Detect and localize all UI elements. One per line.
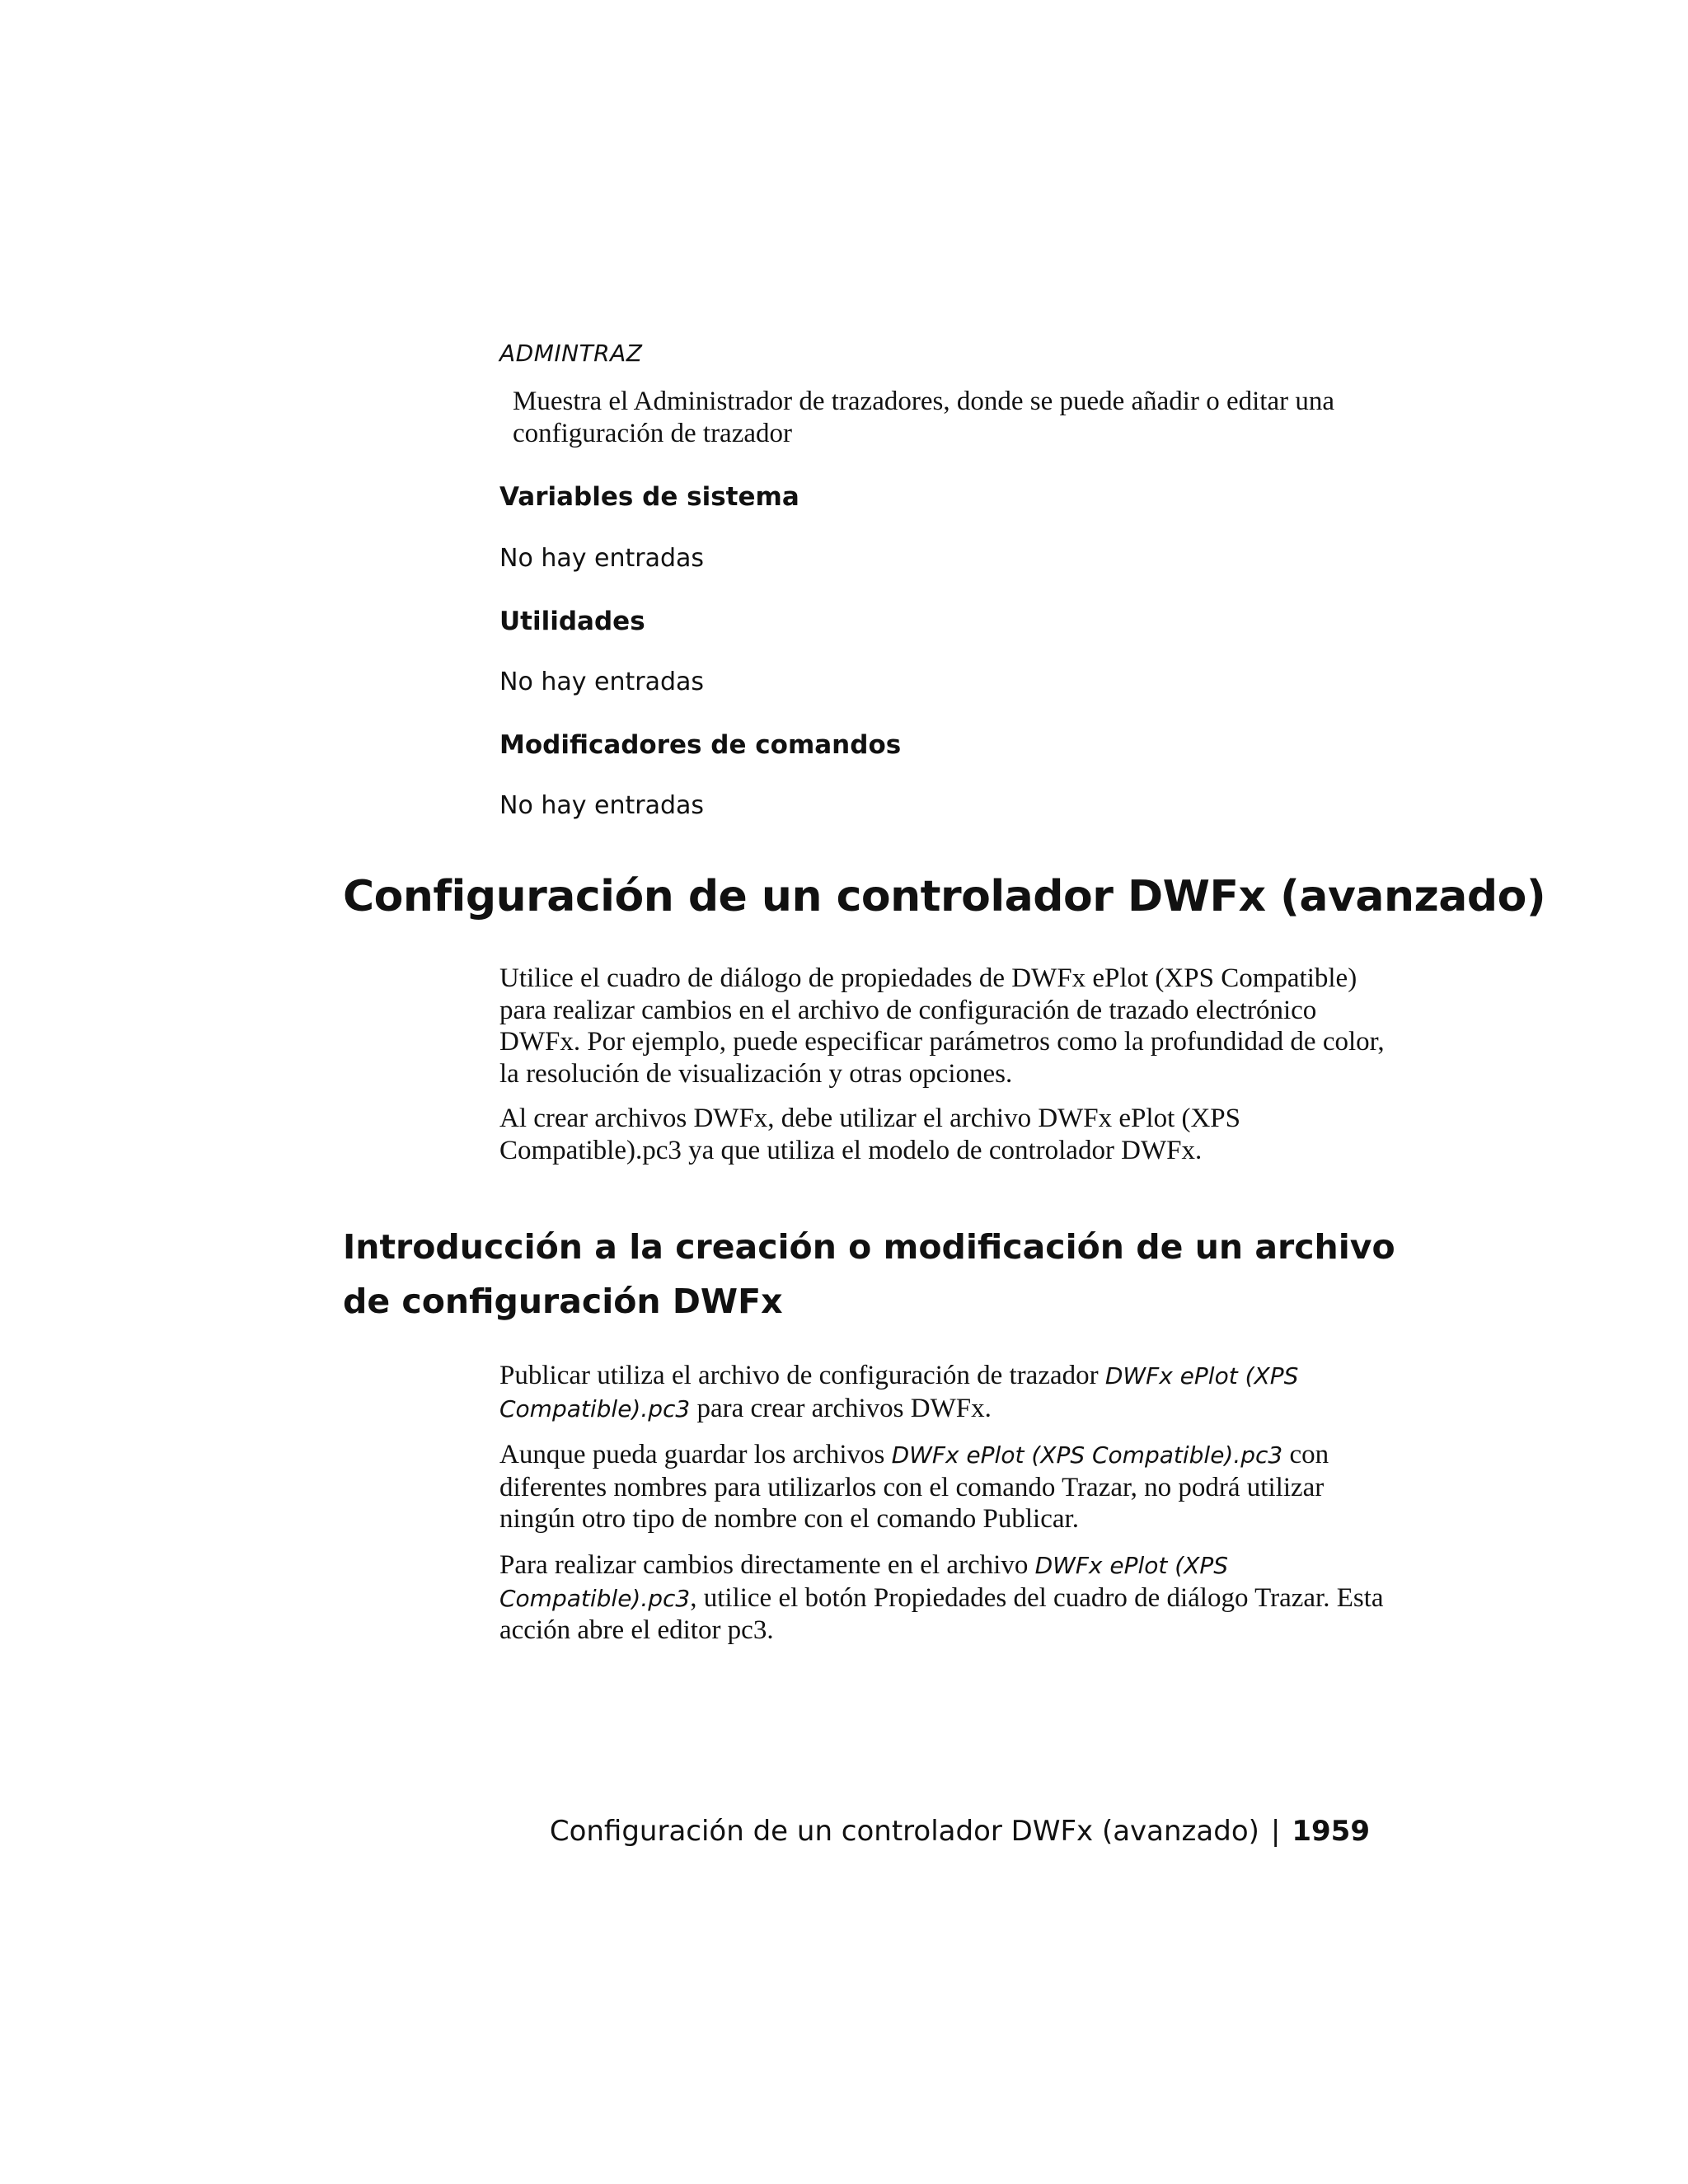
main-heading: Configuración de un controlador DWFx (avanzado) [343,872,1546,921]
section-heading-utilidades: Utilidades [499,607,645,636]
page-number: 1959 [1292,1815,1370,1848]
footer-separator: | [1270,1815,1281,1848]
file-name-emphasis: DWFx ePlot (XPS Compatible).pc3 [891,1441,1283,1469]
command-description: Muestra el Administrador de trazadores, donde se puede añadir o editar una configuración de trazador [513,387,1334,448]
section-heading-variables: Variables de sistema [499,482,799,512]
section-entry-variables: No hay entradas [499,544,705,573]
footer-title: Configuración de un controlador DWFx (avanzado) [549,1815,1259,1848]
sub-paragraph-2: Aunque pueda guardar los archivos DWFx ePlot (XPS Compatible).pc3 con diferentes nombres para utilizarlos con el comando Trazar, no podrá utilizar ningún otro tipo de nombre con el comando Publicar. [499,1440,1329,1534]
page-footer [550,1815,1370,1848]
sub-heading: Introducción a la creación o modificación de un archivo de configuración DWFx [343,1227,1395,1321]
sub-paragraph-1: Publicar utiliza el archivo de configuración de trazador DWFx ePlot (XPS Compatible).pc3 para crear archivos DWFx. [499,1361,1299,1423]
main-paragraph-1: Utilice el cuadro de diálogo de propiedades de DWFx ePlot (XPS Compatible) para realizar cambios en el archivo de configuración de trazado electrónico DWFx. Por ejemplo, puede especificar parámetros como la profundidad de color, la resolución de visualización y otras opciones. [499,963,1385,1089]
sub-paragraph-3: Para realizar cambios directamente en el archivo DWFx ePlot (XPS Compatible).pc3, utilice el botón Propiedades del cuadro de diálogo Trazar. Esta acción abre el editor pc3. [499,1550,1384,1645]
section-entry-modificadores: No hay entradas [499,791,705,820]
section-heading-modificadores: Modificadores de comandos [499,730,902,760]
file-name-emphasis: DWFx ePlot (XPS Compatible).pc3 [499,1362,1299,1422]
section-entry-utilidades: No hay entradas [499,668,705,696]
main-paragraph-2: Al crear archivos DWFx, debe utilizar el archivo DWFx ePlot (XPS Compatible).pc3 ya que utiliza el modelo de controlador DWFx. [499,1104,1241,1165]
file-name-emphasis: DWFx ePlot (XPS Compatible).pc3 [499,1552,1229,1612]
command-name: ADMINTRAZ [499,340,643,367]
